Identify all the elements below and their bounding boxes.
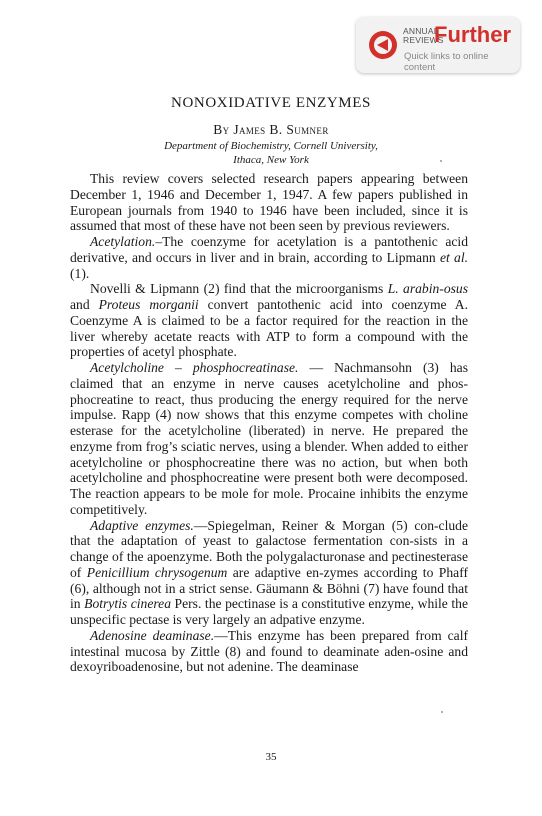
article-body [70,171,468,675]
paragraph-adenosine-deaminase: Adenosine deaminase.—This enzyme has been prepared from calf intestinal mucosa by Zittle (8) and found to deaminate aden-osine and dexoyriboadenosine, but not adenine. The deaminase [70,627,469,675]
author-affiliation: Department of Biochemistry, Cornell University, Ithaca, New York [164,140,378,166]
further-badge[interactable] [356,17,520,73]
scan-speck [440,160,442,162]
paragraph-acetylation: Acetylation.–The coenzyme for acetylation is a pantothenic acid derivative, and occurs in liver and in brain, according to Lipmann et al. (1). [70,234,468,281]
paragraph-acetylcholine: Acetylcholine – phosphocreatinase. — Nachmansohn (3) has claimed that an enzyme in nerve causes acetylcholine and phos-phocreatine to react, thus producing the energy required for the nerve impulse. Rapp (4) now shows that this enzyme competes with choline esterase for the acetylcholine (liberated) in nerve. He prepared the enzyme from frog’s sciatic nerves, using a blender. When added to either acetylcholine or phosphocreatine there was no action, but when both acetylcholine and phosphocreatine were present both were decomposed. The reaction appears to be mole for mole. Procaine inhibits the enzyme competitively. [70,360,469,517]
section-heading: Adenosine deaminase. [90,627,215,643]
species-name: Botrytis cinerea [84,596,171,612]
scan-speck [441,711,443,713]
paragraph-coenzyme-a: Novelli & Lipmann (2) find that the microorganisms L. arabin-osus and Proteus morganii convert pantothenic acid into coenzyme A. Coenzyme A is claimed to be a factor required for the reaction in the liver whereby acetate reacts with ATP to form a compound with the properties of acetyl phosphate. [70,281,468,360]
section-heading: Acetylation. [90,234,156,249]
section-heading: Acetylcholine – phosphocreatinase. [90,360,299,375]
paragraph-adaptive-enzymes: Adaptive enzymes.—Spiegelman, Reiner & Morgan (5) con-clude that the adaptation of yeast to galactose fermentation con-sists in a change of the apoenzyme. Both the polygalacturonase and pectinesterase of Penicillium chrysogenum are adaptive en-zymes according to Phaff (6), although not in a strict sense. Gäumann & Böhni (7) have found that in Botrytis cinerea Pers. the pectinase is a constitutive enzyme, while the unspecific pectase is very largely an adpative enzyme. [70,517,468,627]
species-name: L. arabin-osus [387,281,468,297]
badge-publisher-label: ANNUAL REVIEWS [403,26,444,45]
badge-further-label: Further [434,22,511,47]
species-name: Penicillium chrysogenum [86,564,228,580]
badge-subtitle[interactable]: Quick links to online content [404,51,489,73]
section-heading: Adaptive enzymes. [90,517,194,533]
paragraph-intro: This review covers selected research papers appearing between December 1, 1946 and December 1, 1947. A few papers published in European journals from 1940 to 1946 have been included, since it is assumed that most of these have not been seen by previous reviewers. [70,171,468,234]
further-logo-icon [368,30,398,60]
article-author: By James B. Sumner [213,122,329,137]
page-number: 35 [265,751,277,763]
species-name: Proteus morganii [98,297,199,312]
article-title: NONOXIDATIVE ENZYMES [171,95,371,111]
